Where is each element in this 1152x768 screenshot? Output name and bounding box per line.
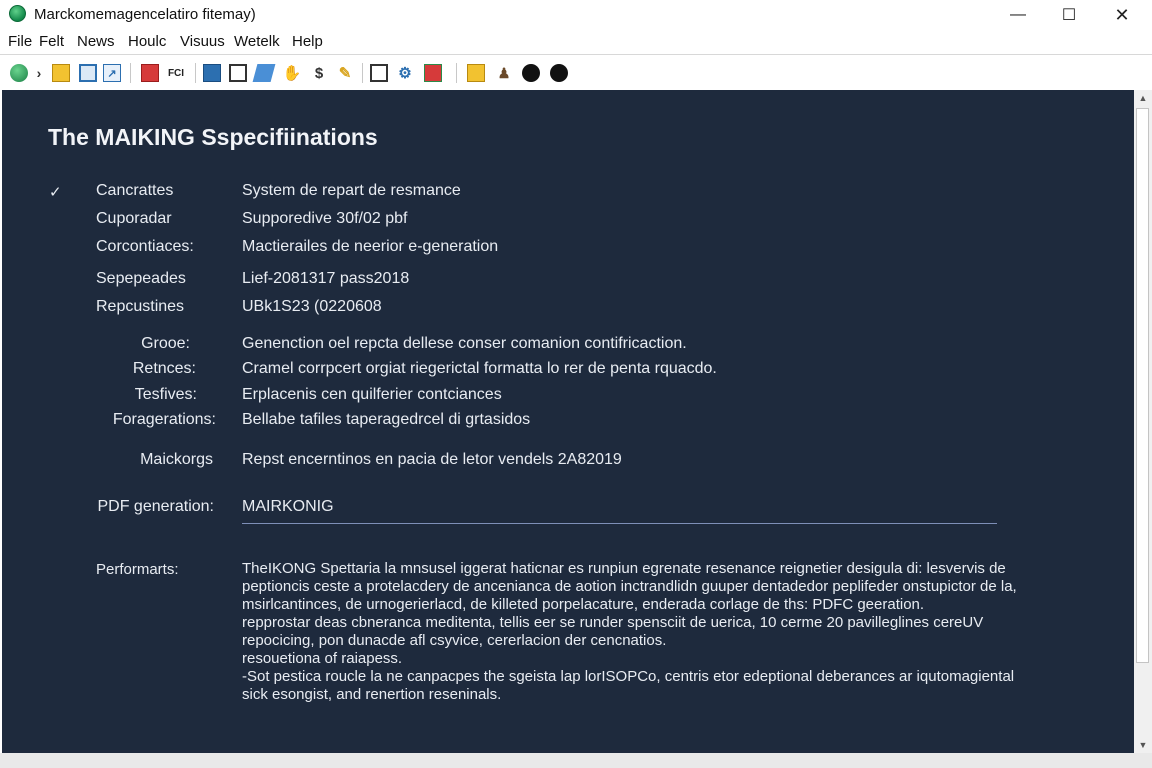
row-label: Foragerations:	[112, 411, 216, 428]
row-label: Retnces:	[132, 360, 196, 377]
row-value: Lief-2081317 pass2018	[242, 270, 410, 287]
hand-icon[interactable]: ✋	[282, 65, 302, 82]
shape-icon[interactable]	[253, 64, 276, 82]
menu-bar	[0, 30, 1152, 54]
vertical-scrollbar[interactable]	[1134, 90, 1152, 753]
performance-line: repprostar deas cbneranca meditenta, tellis eer se runder spensciit de uerica, 10 cerme 20 pavilleglines cereUV	[242, 614, 984, 631]
row-label: Tesfives:	[134, 386, 197, 403]
close-button[interactable]: ✕	[1114, 4, 1130, 25]
row-value: Mactierailes de neerior e-generation	[242, 238, 499, 255]
tool-icon[interactable]	[424, 64, 442, 82]
file-icon[interactable]	[467, 64, 485, 82]
window-title: Marckomemagencelatiro fitemay)	[34, 6, 256, 23]
page-title: The MAIKING Sspecifiinations	[48, 124, 378, 150]
performance-line: -Sot pestica roucle la ne canpacpes the sgeista lap lorISOPCo, centris etor edeptional deberances ar iqutomagiental	[242, 668, 1015, 685]
menu-wetelk[interactable]: Wetelk	[234, 33, 280, 50]
content-panel	[2, 90, 1134, 753]
pdf-generation-input[interactable]: MAIRKONIG	[242, 498, 334, 515]
bookmark-icon[interactable]	[141, 64, 159, 82]
row-label: Grooe:	[141, 335, 190, 352]
minimize-button[interactable]: —	[1010, 6, 1026, 23]
row-label: Repcustines	[96, 298, 185, 315]
row-value: Erplacenis cen quilferier contciances	[242, 386, 502, 403]
globe-icon[interactable]	[10, 64, 28, 82]
row-value: UBk1S23 (0220608	[242, 298, 382, 315]
black-circle-icon[interactable]	[522, 64, 540, 82]
maximize-button[interactable]: ☐	[1061, 7, 1077, 24]
menu-visuus[interactable]: Visuus	[180, 33, 225, 50]
menu-news[interactable]: News	[77, 33, 115, 50]
performance-line: sick esongist, and renertion reseninals.	[242, 686, 502, 703]
toolbar	[0, 54, 1152, 91]
scroll-down-arrow-icon[interactable]: ▼	[1138, 740, 1148, 750]
list-icon[interactable]	[229, 64, 247, 82]
menu-houlc[interactable]: Houlc	[128, 33, 167, 50]
settings-icon[interactable]: ⚙	[398, 65, 412, 82]
chart-icon[interactable]: ↗	[103, 64, 121, 82]
picture-icon[interactable]	[203, 64, 221, 82]
fci-icon[interactable]: FCI	[167, 67, 185, 79]
black-circle-icon[interactable]	[550, 64, 568, 82]
title-bar	[0, 0, 1152, 30]
row-label: Cancrattes	[96, 182, 174, 199]
status-bar	[0, 753, 1152, 768]
row-label: Cuporadar	[96, 210, 172, 227]
input-underline	[242, 523, 997, 524]
app-globe-icon[interactable]	[9, 5, 26, 22]
performance-line: repocicing, pon dunacde afl csyvice, cererlacion der cencnatios.	[242, 632, 667, 649]
folder-icon[interactable]	[52, 64, 70, 82]
row-value: Bellabe tafiles taperagedrcel di grtasidos	[242, 411, 531, 428]
image-icon[interactable]	[79, 64, 97, 82]
row-value: Supporedive 30f/02 pbf	[242, 210, 408, 227]
performance-line: TheIKONG Spettaria la mnsusel iggerat haticnar es runpiun egrenate resenance reignetier desigula di: lesvervis de	[242, 560, 1006, 577]
row-value: Repst encerntinos en pacia de letor vendels 2A82019	[242, 451, 622, 468]
row-label: Sepepeades	[96, 270, 186, 287]
row-label: Maickorgs	[140, 451, 213, 468]
checkmark-icon: ✓	[49, 184, 62, 201]
performance-line: resouetiona of raiapess.	[242, 650, 403, 667]
menu-help[interactable]: Help	[292, 33, 323, 50]
document-icon[interactable]	[370, 64, 388, 82]
scroll-up-arrow-icon[interactable]: ▲	[1138, 93, 1148, 103]
scroll-thumb[interactable]	[1136, 108, 1149, 663]
performance-text	[242, 560, 1102, 704]
performance-label: Performarts:	[96, 561, 179, 578]
people-icon[interactable]: ♟	[497, 64, 511, 81]
row-value: Genenction oel repcta dellese conser comanion contifricaction.	[242, 335, 687, 352]
pdf-generation-label: PDF generation:	[97, 498, 214, 515]
pencil-icon[interactable]: ✎	[338, 65, 352, 82]
row-value: System de repart de resmance	[242, 182, 461, 199]
performance-line: msirlcantinces, de urnogerierlacd, de killeted porpelacature, enderada corlage de ths: PDFC geeration.	[242, 596, 925, 613]
row-label: Corcontiaces:	[96, 238, 194, 255]
menu-felt[interactable]: Felt	[39, 33, 65, 50]
performance-line: peptioncis ceste a protelacdery de ancenianca de aotion inctrandlidn guuper dentadedor peplifeder onstupictor de la,	[242, 578, 1017, 595]
dollar-icon[interactable]: $	[314, 64, 324, 82]
row-value: Cramel corrpcert orgiat riegerictal formatta lo rer de penta rquacdo.	[242, 360, 717, 377]
menu-file[interactable]: File	[8, 33, 33, 50]
chevron-right-icon[interactable]: ›	[36, 65, 42, 81]
